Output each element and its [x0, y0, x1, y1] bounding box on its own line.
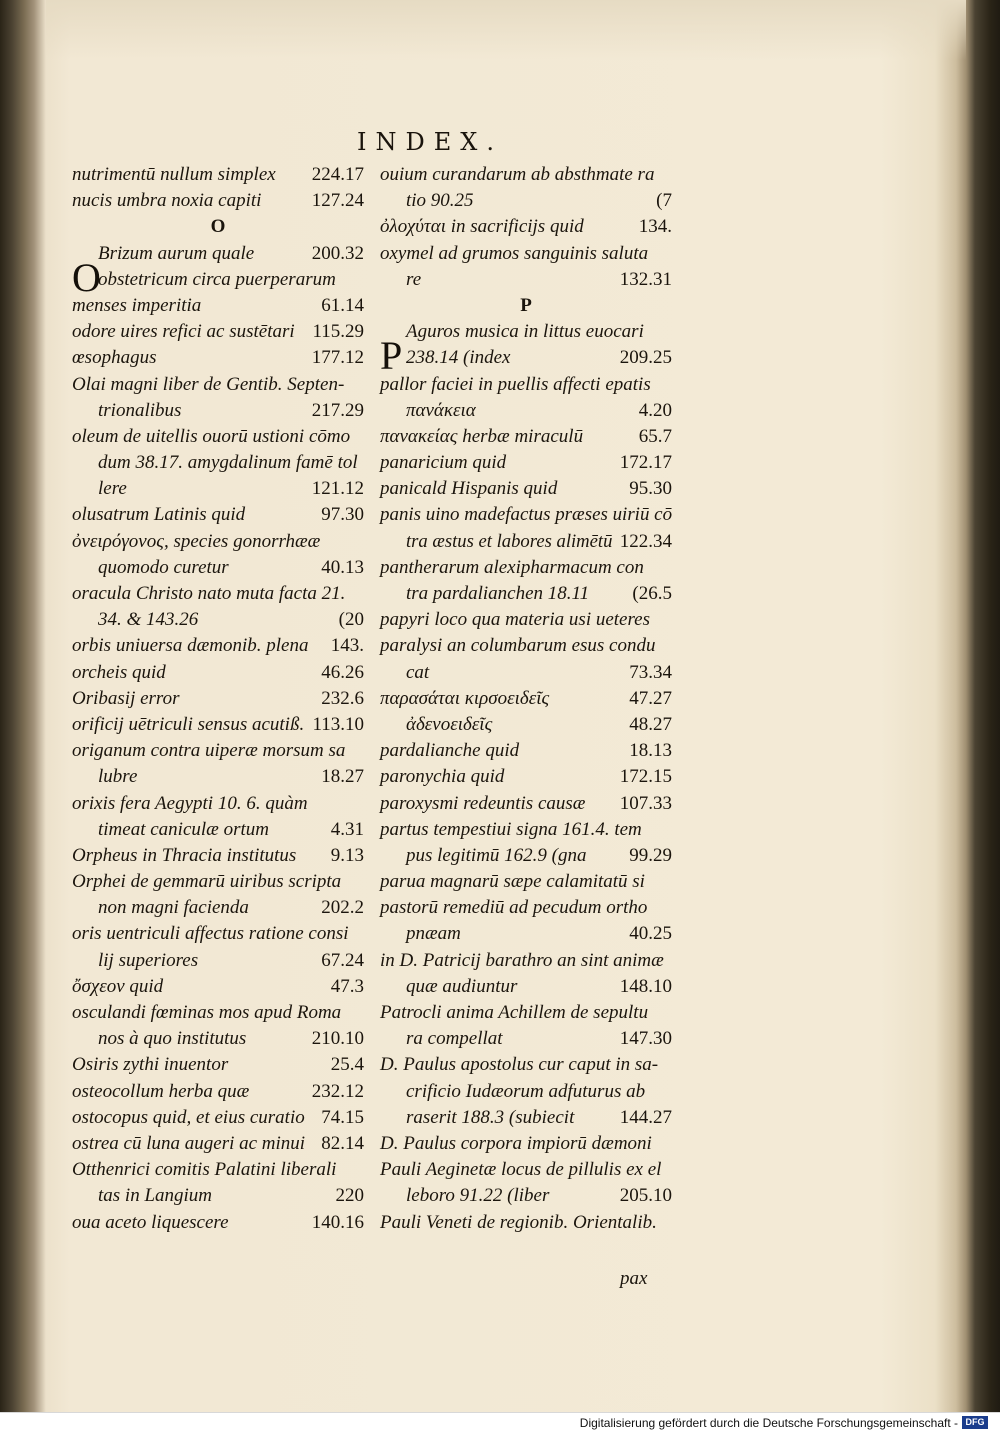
entry-reference: 48.27 [629, 713, 672, 735]
index-entry [72, 581, 364, 607]
index-entry [72, 895, 364, 921]
entry-reference: 18.27 [321, 766, 364, 788]
index-entry [72, 1000, 364, 1026]
entry-text: 34. & 143.26 [98, 609, 199, 631]
entry-text: origanum contra uiperæ morsum sa [72, 740, 346, 762]
section-letter: P [520, 294, 532, 316]
entry-text: partus tempestiui signa 161.4. tem [380, 818, 642, 840]
index-entry [72, 843, 364, 869]
index-entry [380, 450, 672, 476]
index-entry [72, 686, 364, 712]
entry-text: ὄσχεον quid [72, 975, 164, 997]
running-head: INDEX. [357, 128, 503, 156]
entry-text: pantherarum alexipharmacum con [380, 556, 644, 578]
entry-text: D. Paulus apostolus cur caput in sa- [380, 1054, 659, 1076]
index-entry [380, 293, 672, 319]
entry-text: ostrea cū luna augeri ac minui [72, 1132, 306, 1154]
entry-reference: 143. [330, 635, 364, 657]
entry-reference: 61.14 [321, 294, 364, 316]
index-entry [72, 1026, 364, 1052]
entry-reference: (26.5 [632, 583, 672, 604]
entry-text: in D. Patricij barathro an sint animæ [380, 949, 664, 971]
entry-text: re [406, 268, 422, 290]
index-entry [380, 869, 672, 895]
entry-reference: 210.10 [311, 1028, 364, 1050]
index-entry [72, 345, 364, 371]
entry-reference: 99.29 [629, 844, 672, 866]
entry-text: oracula Christo nato muta facta 21. [72, 583, 346, 604]
entry-text: panis uino madefactus præses uiriū cō [380, 504, 673, 526]
index-entry [72, 869, 364, 895]
entry-text: cat [406, 661, 430, 683]
entry-reference: 202.2 [321, 897, 364, 919]
entry-text: paroxysmi redeuntis causæ [380, 792, 586, 814]
catchword: pax [620, 1268, 648, 1289]
entry-text: nucis umbra noxia capiti [72, 190, 262, 212]
index-entry [72, 633, 364, 659]
index-entry [380, 581, 672, 607]
index-entry [72, 502, 364, 528]
entry-reference: 232.12 [311, 1080, 364, 1102]
entry-text: oris uentriculi affectus ratione consi [72, 923, 349, 945]
index-entry [72, 974, 364, 1000]
index-entry [380, 372, 672, 398]
index-entry [72, 791, 364, 817]
index-entry [72, 921, 364, 947]
entry-reference: 74.15 [321, 1106, 364, 1128]
entry-text: πανάκεια [406, 399, 476, 421]
entry-reference: 113.10 [312, 713, 364, 735]
entry-reference: 147.30 [619, 1028, 672, 1050]
entry-text: 238.14 (index [406, 347, 511, 369]
entry-reference: 73.34 [629, 661, 672, 683]
index-entry [72, 1131, 364, 1157]
entry-text: lere [98, 478, 127, 500]
entry-reference: 177.12 [311, 347, 364, 369]
entry-text: ἀδενοειδεῖς [406, 713, 493, 735]
entry-text: Aguros musica in littus euocari [406, 321, 644, 343]
index-entry [380, 1131, 672, 1157]
index-entry [380, 921, 672, 947]
index-entry [380, 607, 672, 633]
entry-text: Orphei de gemmarū uiribus scripta [72, 871, 342, 893]
index-entry [380, 1183, 672, 1209]
entry-text: pus legitimū 162.9 (gna [406, 844, 587, 866]
index-entry [380, 974, 672, 1000]
entry-text: ra compellat [406, 1028, 503, 1050]
index-entry [380, 843, 672, 869]
entry-text: timeat caniculæ ortum [98, 818, 269, 840]
dfg-logo: DFG [962, 1416, 988, 1429]
entry-text: ὀλοχύται in sacrificijs quid [380, 216, 584, 238]
index-entry [72, 529, 364, 555]
entry-text: pnæam [406, 923, 461, 945]
index-entry [380, 686, 672, 712]
entry-text: tra æstus et labores alimētū [406, 530, 613, 552]
index-entry [72, 1183, 364, 1209]
index-entry [380, 476, 672, 502]
index-entry [380, 1026, 672, 1052]
entry-text: orbis uniuersa dæmonib. plena [72, 635, 309, 657]
entry-text: ostocopus quid, et eius curatio [72, 1106, 305, 1128]
index-entry [72, 293, 364, 319]
entry-reference: 47.27 [629, 687, 672, 709]
entry-text: osculandi fœminas mos apud Roma [72, 1002, 342, 1023]
entry-text: oua aceto liquescere [72, 1211, 229, 1233]
entry-reference: 140.16 [311, 1211, 364, 1233]
entry-text: D. Paulus corpora impiorū dæmoni [380, 1132, 652, 1154]
entry-reference: 18.13 [629, 740, 672, 762]
entry-reference: 205.10 [619, 1185, 672, 1207]
index-entry [72, 398, 364, 424]
entry-reference: (20 [338, 609, 364, 631]
entry-reference: 127.24 [311, 190, 364, 212]
index-entry [380, 712, 672, 738]
entry-text: orificij uētriculi sensus acutiß. [72, 713, 305, 735]
entry-reference: 46.26 [321, 661, 364, 683]
entry-text: orixis fera Aegypti 10. 6. quàm [72, 792, 308, 814]
entry-text: nutrimentū nullum simplex [72, 164, 276, 185]
entry-reference: 121.12 [311, 478, 364, 500]
entry-text: obstetricum circa puerperarum [98, 268, 336, 290]
index-entry [380, 502, 672, 528]
index-entry [380, 817, 672, 843]
entry-text: papyri loco qua materia usi ueteres [380, 609, 651, 631]
entry-reference: 107.33 [619, 792, 672, 814]
index-entry [72, 1210, 364, 1236]
entry-reference: 40.13 [321, 556, 364, 578]
entry-reference: 65.7 [638, 425, 672, 447]
index-entry [380, 791, 672, 817]
entry-text: pardalianche quid [380, 740, 520, 762]
index-entry [380, 660, 672, 686]
index-entry [72, 476, 364, 502]
entry-reference: 4.31 [330, 818, 364, 840]
index-entry [72, 450, 364, 476]
index-entry [72, 712, 364, 738]
footer-credit: Digitalisierung gefördert durch die Deutsche Forschungsgemeinschaft - [579, 1416, 958, 1430]
footer-bar [0, 1412, 1000, 1433]
entry-text: lij superiores [98, 949, 199, 971]
entry-text: Orpheus in Thracia institutus [72, 844, 297, 866]
index-entry [380, 1157, 672, 1183]
index-entry [380, 398, 672, 424]
entry-text: ouium curandarum ab absthmate ra [380, 164, 655, 185]
entry-text: menses imperitia [72, 294, 202, 316]
entry-text: non magni facienda [98, 897, 249, 919]
index-entry [72, 319, 364, 345]
index-entry [72, 162, 364, 188]
entry-text: Otthenrici comitis Palatini liberali [72, 1159, 337, 1181]
entry-reference: 224.17 [311, 164, 364, 185]
entry-text: parua magnarū sæpe calamitatū si [380, 871, 645, 893]
entry-reference: 40.25 [629, 923, 672, 945]
index-entry [380, 948, 672, 974]
index-entry [380, 1105, 672, 1131]
entry-text: olusatrum Latinis quid [72, 504, 246, 526]
entry-text: raserit 188.3 (subiecit [406, 1106, 575, 1128]
index-entry [380, 319, 672, 345]
entry-text: tra pardalianchen 18.11 [406, 583, 590, 604]
entry-reference: 82.14 [321, 1132, 364, 1154]
entry-reference: 172.15 [619, 766, 672, 788]
entry-reference: 97.30 [321, 504, 364, 526]
entry-text: Brizum aurum quale [98, 242, 255, 264]
entry-text: Patrocli anima Achillem de sepultu [380, 1002, 649, 1023]
entry-text: Pauli Aeginetæ locus de pillulis ex el [380, 1159, 662, 1181]
entry-text: odore uires refici ac sustētari [72, 321, 295, 343]
entry-reference: 67.24 [321, 949, 364, 971]
entry-text: dum 38.17. amygdalinum famē tol [98, 452, 358, 474]
index-entry [380, 633, 672, 659]
index-entry [380, 1079, 672, 1105]
entry-text: crificio Iudæorum adfuturus ab [406, 1080, 646, 1102]
index-column-right [380, 162, 672, 1236]
entry-reference: 144.27 [619, 1106, 672, 1128]
entry-text: παρασάται κιρσοειδεῖς [380, 687, 550, 709]
entry-text: trionalibus [98, 399, 182, 421]
entry-text: ὀνειρόγονος, species gonorrhææ [72, 530, 321, 552]
index-entry [72, 424, 364, 450]
entry-text: Oribasij error [72, 687, 180, 709]
entry-text: tio 90.25 [406, 190, 474, 212]
index-entry [72, 817, 364, 843]
entry-reference: 122.34 [619, 530, 672, 552]
entry-text: Olai magni liber de Gentib. Septen- [72, 373, 345, 395]
entry-reference: 220 [335, 1185, 364, 1207]
entry-reference: 115.29 [312, 321, 364, 343]
entry-text: lubre [98, 766, 138, 788]
section-letter: O [210, 216, 226, 238]
index-entry [72, 188, 364, 214]
index-entry [380, 555, 672, 581]
entry-text: panicald Hispanis quid [380, 478, 558, 500]
entry-reference: 4.20 [638, 399, 672, 421]
index-entry [72, 1157, 364, 1183]
entry-reference: 172.17 [619, 452, 672, 474]
entry-text: oxymel ad grumos sanguinis saluta [380, 242, 649, 264]
entry-reference: 148.10 [619, 975, 672, 997]
index-entry [380, 214, 672, 240]
index-entry [380, 738, 672, 764]
index-entry [380, 188, 672, 214]
initial-letter-o: O [72, 255, 101, 300]
entry-reference: 132.31 [619, 268, 672, 290]
index-entry [380, 764, 672, 790]
entry-reference: 217.29 [311, 399, 364, 421]
entry-text: quæ audiuntur [406, 975, 518, 997]
entry-reference: 95.30 [629, 478, 672, 500]
index-entry [72, 1105, 364, 1131]
entry-text: oleum de uitellis ouorū ustioni cōmo [72, 425, 351, 447]
entry-reference: 134. [638, 216, 672, 238]
index-entry [72, 764, 364, 790]
entry-text: orcheis quid [72, 661, 166, 683]
index-entry [72, 607, 364, 633]
entry-reference: 25.4 [330, 1054, 364, 1076]
entry-text: πανακείας herbæ miraculū [380, 425, 584, 447]
entry-text: œsophagus [72, 347, 157, 369]
index-column-left [72, 162, 364, 1236]
entry-text: osteocollum herba quæ [72, 1080, 250, 1102]
entry-text: paralysi an columbarum esus condu [380, 635, 656, 657]
entry-reference: 47.3 [330, 975, 364, 997]
index-entry [380, 345, 672, 371]
index-entry [380, 1000, 672, 1026]
index-entry [72, 1052, 364, 1078]
index-entry [72, 241, 364, 267]
entry-text: pallor faciei in puellis affecti epatis [380, 373, 651, 395]
index-entry [380, 529, 672, 555]
index-entry [72, 214, 364, 240]
index-entry [72, 738, 364, 764]
page-shading [46, 0, 966, 60]
entry-text: leboro 91.22 (liber [406, 1185, 550, 1207]
entry-text: nos à quo institutus [98, 1028, 247, 1050]
index-entry [380, 1052, 672, 1078]
index-entry [72, 372, 364, 398]
entry-reference: 200.32 [311, 242, 364, 264]
entry-reference: 209.25 [619, 347, 672, 369]
index-entry [380, 895, 672, 921]
index-entry [380, 1210, 672, 1236]
index-entry [72, 948, 364, 974]
index-entry [72, 555, 364, 581]
initial-letter-p: P [380, 333, 403, 378]
entry-text: tas in Langium [98, 1185, 213, 1207]
entry-reference: (7 [656, 190, 672, 212]
index-entry [72, 267, 364, 293]
entry-text: Pauli Veneti de regionib. Orientalib. [380, 1211, 657, 1233]
index-entry [72, 660, 364, 686]
index-entry [380, 162, 672, 188]
entry-text: Osiris zythi inuentor [72, 1054, 229, 1076]
index-entry [72, 1079, 364, 1105]
entry-reference: 9.13 [330, 844, 364, 866]
entry-reference: 232.6 [321, 687, 364, 709]
entry-text: quomodo curetur [98, 556, 229, 578]
index-entry [380, 241, 672, 267]
index-entry [380, 267, 672, 293]
entry-text: panaricium quid [380, 452, 507, 474]
index-entry [380, 424, 672, 450]
entry-text: paronychia quid [380, 766, 505, 788]
entry-text: pastorū remediū ad pecudum ortho [380, 897, 648, 919]
